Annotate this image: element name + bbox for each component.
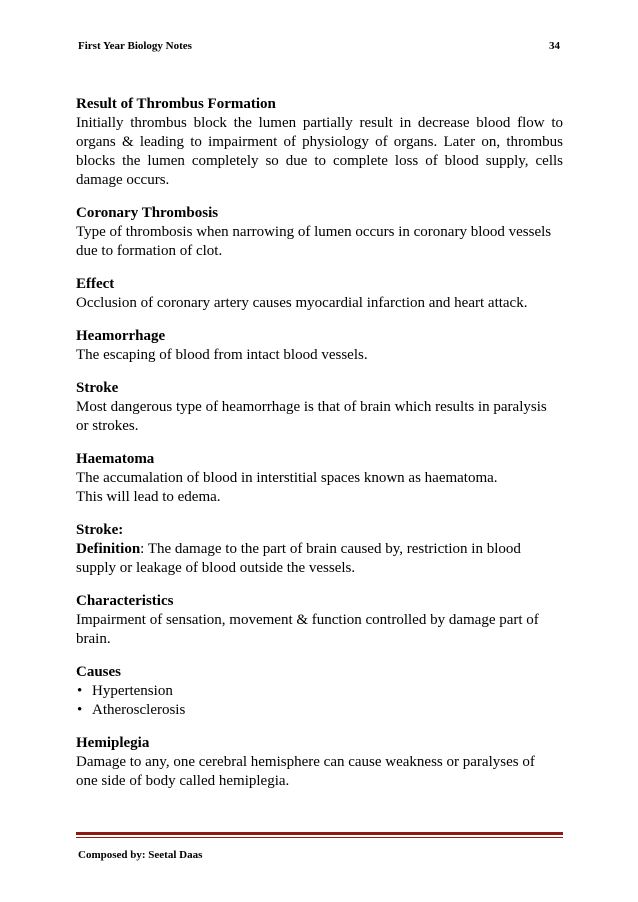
section-paragraph bbox=[76, 223, 563, 261]
section-heading: Characteristics bbox=[76, 593, 174, 609]
paragraph-line: due to formation of clot. bbox=[76, 243, 223, 259]
definition-text: : The damage to the part of brain caused by, restriction in blood bbox=[140, 541, 521, 557]
section-paragraph bbox=[76, 398, 563, 436]
paragraph-line: Type of thrombosis when narrowing of lumen occurs in coronary blood vessels bbox=[76, 224, 552, 240]
definition-label: Definition bbox=[76, 541, 141, 557]
causes-list bbox=[76, 682, 563, 720]
section-characteristics bbox=[76, 592, 563, 649]
section-paragraph bbox=[76, 753, 563, 791]
section-heading: Haematoma bbox=[76, 451, 155, 467]
paragraph-line: one side of body called hemiplegia. bbox=[76, 773, 290, 789]
section-paragraph bbox=[76, 611, 563, 649]
page-content bbox=[76, 95, 563, 805]
footer-rule-thin bbox=[76, 837, 563, 838]
page-footer: Composed by: Seetal Daas bbox=[78, 849, 203, 861]
list-item-text: Hypertension bbox=[92, 683, 173, 699]
paragraph-line: Most dangerous type of heamorrhage is that of brain which results in paralysis bbox=[76, 399, 547, 415]
bullet-icon: • bbox=[77, 702, 83, 718]
section-paragraph: Occlusion of coronary artery causes myocardial infarction and heart attack. bbox=[76, 295, 528, 311]
section-heamorrhage bbox=[76, 327, 563, 365]
section-paragraph bbox=[76, 540, 563, 578]
section-heading: Stroke bbox=[76, 380, 119, 396]
section-hemiplegia bbox=[76, 734, 563, 791]
list-item bbox=[76, 682, 563, 701]
list-item bbox=[76, 701, 563, 720]
paragraph-line: Impairment of sensation, movement & function controlled by damage part of bbox=[76, 612, 539, 628]
list-item-text: Atherosclerosis bbox=[92, 702, 186, 718]
section-heading: Stroke: bbox=[76, 522, 124, 538]
section-thrombus-result bbox=[76, 95, 563, 190]
section-heading: Coronary Thrombosis bbox=[76, 205, 219, 221]
page-number: 34 bbox=[549, 40, 560, 52]
paragraph-line: This will lead to edema. bbox=[76, 489, 221, 505]
section-heading: Hemiplegia bbox=[76, 735, 150, 751]
section-paragraph: Initially thrombus block the lumen partially result in decrease blood flow to organs & leading to impairment of physiology of organs. Later on, thrombus blocks the lumen completely so due to complete loss of blood supply, cells damage occurs. bbox=[76, 115, 563, 188]
section-effect bbox=[76, 275, 563, 313]
paragraph-line: or strokes. bbox=[76, 418, 139, 434]
paragraph-line: Damage to any, one cerebral hemisphere can cause weakness or paralyses of bbox=[76, 754, 535, 770]
paragraph-line: The accumalation of blood in interstitial spaces known as haematoma. bbox=[76, 470, 498, 486]
section-heading: Result of Thrombus Formation bbox=[76, 96, 276, 112]
paragraph-line: supply or leakage of blood outside the vessels. bbox=[76, 560, 356, 576]
section-causes bbox=[76, 663, 563, 720]
section-stroke bbox=[76, 379, 563, 436]
section-heading: Heamorrhage bbox=[76, 328, 166, 344]
section-paragraph bbox=[76, 469, 563, 507]
section-paragraph: The escaping of blood from intact blood vessels. bbox=[76, 347, 368, 363]
header-title: First Year Biology Notes bbox=[78, 40, 192, 52]
bullet-icon: • bbox=[77, 683, 83, 699]
section-haematoma bbox=[76, 450, 563, 507]
footer-rule-thick bbox=[76, 832, 563, 835]
section-heading: Effect bbox=[76, 276, 115, 292]
section-coronary-thrombosis bbox=[76, 204, 563, 261]
section-heading: Causes bbox=[76, 664, 122, 680]
paragraph-line bbox=[76, 540, 563, 559]
section-stroke-definition bbox=[76, 521, 563, 578]
paragraph-line: brain. bbox=[76, 631, 111, 647]
